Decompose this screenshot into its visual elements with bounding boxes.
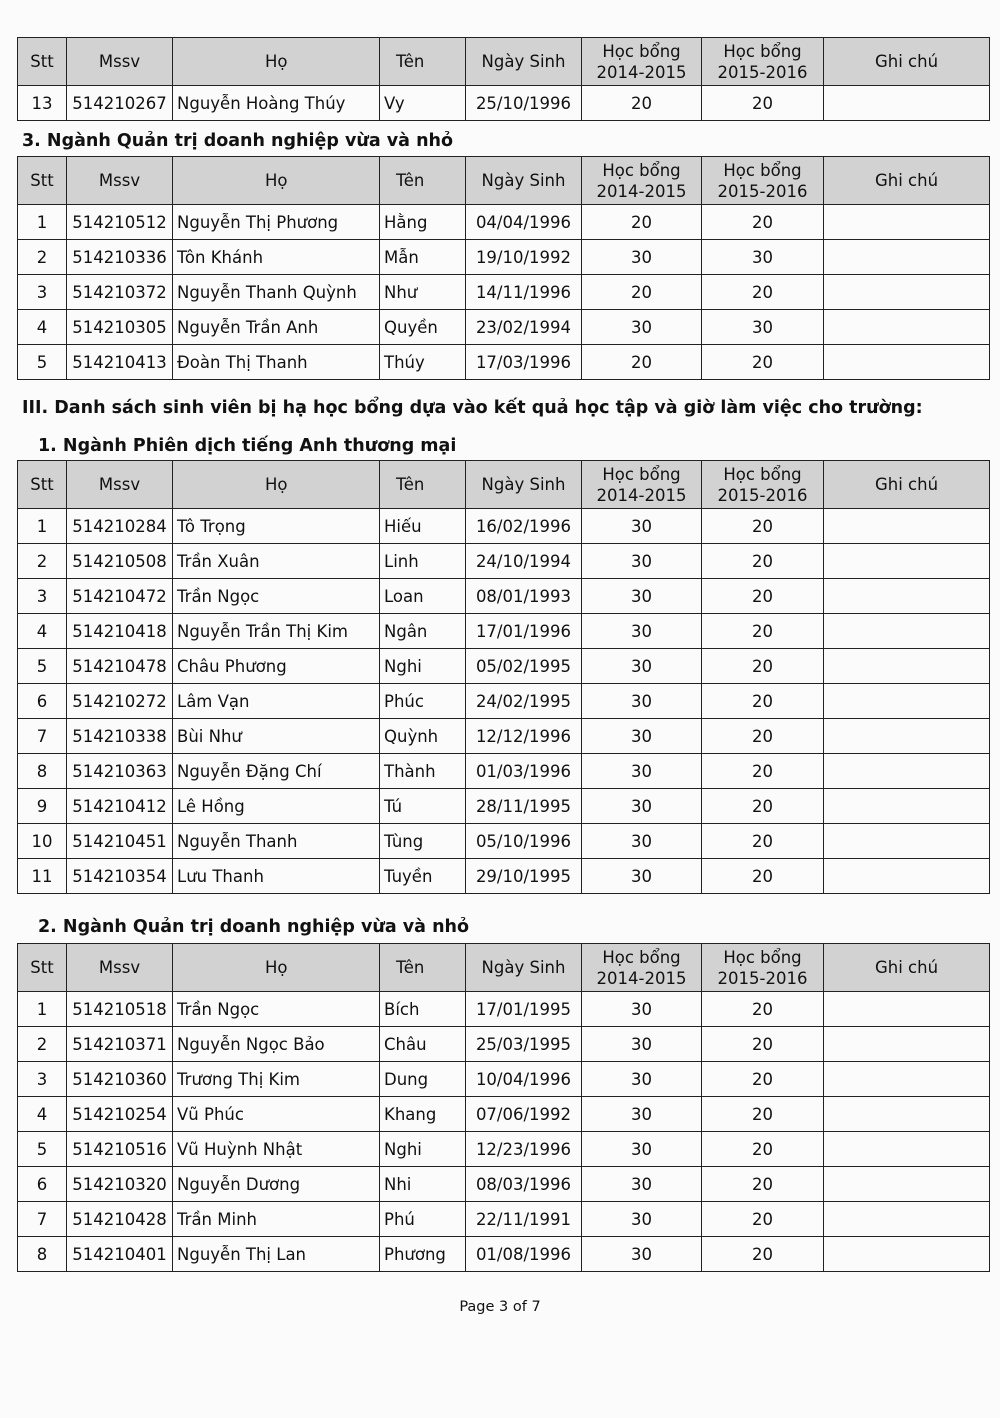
cell-ghi-chu (824, 824, 990, 859)
table-row (18, 649, 990, 684)
header-hoc-bong-2014-2015 (582, 157, 702, 205)
header-ho: Họ (173, 461, 380, 509)
table-header (18, 38, 990, 86)
header-stt: Stt (18, 461, 67, 509)
header-ten: Tên (380, 38, 466, 86)
cell-ho: Lâm Vạn (173, 684, 380, 719)
cell-ghi-chu (824, 275, 990, 310)
cell-ghi-chu (824, 310, 990, 345)
cell-hoc-bong-2015-2016: 30 (702, 310, 824, 345)
cell-ten: Nghi (380, 649, 466, 684)
header-line: Học bổng (602, 160, 681, 180)
cell-stt: 3 (18, 1062, 67, 1097)
cell-hoc-bong-2015-2016: 20 (702, 824, 824, 859)
cell-mssv: 514210512 (67, 205, 173, 240)
section-heading-iii: III. Danh sách sinh viên bị hạ học bổng dựa vào kết quả học tập và giờ làm việc cho trường: (22, 398, 923, 418)
header-ho: Họ (173, 157, 380, 205)
cell-ho: Nguyễn Thị Phương (173, 205, 380, 240)
cell-ghi-chu (824, 1202, 990, 1237)
section-heading-sub-2: 2. Ngành Quản trị doanh nghiệp vừa và nhỏ (38, 917, 470, 937)
cell-stt: 13 (18, 86, 67, 121)
cell-hoc-bong-2014-2015: 30 (582, 1027, 702, 1062)
cell-stt: 7 (18, 1202, 67, 1237)
header-mssv: Mssv (67, 157, 173, 205)
cell-ten: Phương (380, 1237, 466, 1272)
header-line: 2015-2016 (717, 968, 808, 988)
cell-hoc-bong-2014-2015: 30 (582, 719, 702, 754)
cell-hoc-bong-2015-2016: 20 (702, 345, 824, 380)
cell-stt: 3 (18, 579, 67, 614)
cell-stt: 8 (18, 754, 67, 789)
cell-stt: 9 (18, 789, 67, 824)
cell-hoc-bong-2015-2016: 20 (702, 859, 824, 894)
table-row (18, 754, 990, 789)
cell-mssv: 514210338 (67, 719, 173, 754)
cell-mssv: 514210360 (67, 1062, 173, 1097)
cell-stt: 5 (18, 1132, 67, 1167)
cell-hoc-bong-2015-2016: 20 (702, 1202, 824, 1237)
cell-ghi-chu (824, 789, 990, 824)
downgraded-table-sme (17, 943, 990, 1272)
cell-ngay-sinh: 01/03/1996 (466, 754, 582, 789)
cell-ngay-sinh: 05/10/1996 (466, 824, 582, 859)
cell-ghi-chu (824, 1097, 990, 1132)
cell-ngay-sinh: 24/02/1995 (466, 684, 582, 719)
cell-mssv: 514210516 (67, 1132, 173, 1167)
cell-mssv: 514210372 (67, 275, 173, 310)
cell-stt: 3 (18, 275, 67, 310)
cell-ten: Châu (380, 1027, 466, 1062)
header-ten: Tên (380, 944, 466, 992)
cell-ngay-sinh: 19/10/1992 (466, 240, 582, 275)
table-row (18, 1237, 990, 1272)
cell-stt: 10 (18, 824, 67, 859)
cell-hoc-bong-2014-2015: 30 (582, 1132, 702, 1167)
cell-ho: Lê Hồng (173, 789, 380, 824)
table-row (18, 205, 990, 240)
table-row (18, 719, 990, 754)
table-row (18, 859, 990, 894)
cell-ghi-chu (824, 1167, 990, 1202)
cell-ho: Lưu Thanh (173, 859, 380, 894)
cell-mssv: 514210472 (67, 579, 173, 614)
header-ho: Họ (173, 38, 380, 86)
table-row (18, 1027, 990, 1062)
header-line: 2014-2015 (596, 181, 687, 201)
header-mssv: Mssv (67, 38, 173, 86)
header-line: 2014-2015 (596, 62, 687, 82)
cell-ngay-sinh: 12/12/1996 (466, 719, 582, 754)
cell-ho: Nguyễn Dương (173, 1167, 380, 1202)
cell-ten: Khang (380, 1097, 466, 1132)
header-ngay-sinh: Ngày Sinh (466, 157, 582, 205)
cell-hoc-bong-2014-2015: 30 (582, 754, 702, 789)
cell-hoc-bong-2014-2015: 30 (582, 579, 702, 614)
header-hoc-bong-2015-2016 (702, 461, 824, 509)
cell-mssv: 514210305 (67, 310, 173, 345)
table-row (18, 1062, 990, 1097)
cell-ghi-chu (824, 649, 990, 684)
cell-hoc-bong-2015-2016: 20 (702, 719, 824, 754)
cell-stt: 6 (18, 684, 67, 719)
table-row (18, 1097, 990, 1132)
cell-hoc-bong-2014-2015: 30 (582, 1062, 702, 1097)
cell-hoc-bong-2014-2015: 30 (582, 859, 702, 894)
cell-ho: Châu Phương (173, 649, 380, 684)
table-body (18, 205, 990, 380)
cell-ngay-sinh: 12/23/1996 (466, 1132, 582, 1167)
cell-stt: 2 (18, 240, 67, 275)
cell-ten: Thúy (380, 345, 466, 380)
header-ghi-chu: Ghi chú (824, 157, 990, 205)
cell-ten: Hiếu (380, 509, 466, 544)
header-line: Học bổng (602, 464, 681, 484)
cell-ho: Nguyễn Trần Anh (173, 310, 380, 345)
header-line: Học bổng (602, 41, 681, 61)
cell-ho: Nguyễn Thị Lan (173, 1237, 380, 1272)
header-mssv: Mssv (67, 944, 173, 992)
cell-ngay-sinh: 04/04/1996 (466, 205, 582, 240)
cell-ngay-sinh: 23/02/1994 (466, 310, 582, 345)
cell-ghi-chu (824, 719, 990, 754)
cell-hoc-bong-2014-2015: 30 (582, 1097, 702, 1132)
cell-hoc-bong-2015-2016: 20 (702, 789, 824, 824)
cell-ngay-sinh: 08/03/1996 (466, 1167, 582, 1202)
cell-ho: Nguyễn Ngọc Bảo (173, 1027, 380, 1062)
cell-ghi-chu (824, 859, 990, 894)
cell-ten: Vy (380, 86, 466, 121)
table-row (18, 789, 990, 824)
header-ngay-sinh: Ngày Sinh (466, 38, 582, 86)
table-row (18, 992, 990, 1027)
cell-hoc-bong-2014-2015: 30 (582, 1237, 702, 1272)
cell-ho: Nguyễn Hoàng Thúy (173, 86, 380, 121)
table-body (18, 86, 990, 121)
cell-stt: 4 (18, 1097, 67, 1132)
header-stt: Stt (18, 38, 67, 86)
cell-ngay-sinh: 25/03/1995 (466, 1027, 582, 1062)
cell-hoc-bong-2014-2015: 30 (582, 544, 702, 579)
cell-ten: Quyền (380, 310, 466, 345)
cell-hoc-bong-2015-2016: 20 (702, 544, 824, 579)
cell-mssv: 514210254 (67, 1097, 173, 1132)
cell-ten: Nhi (380, 1167, 466, 1202)
cell-ho: Trần Ngọc (173, 992, 380, 1027)
cell-ghi-chu (824, 1237, 990, 1272)
header-line: Học bổng (602, 947, 681, 967)
cell-mssv: 514210272 (67, 684, 173, 719)
cell-ghi-chu (824, 684, 990, 719)
cell-ten: Mẫn (380, 240, 466, 275)
cell-hoc-bong-2014-2015: 30 (582, 824, 702, 859)
cell-mssv: 514210267 (67, 86, 173, 121)
cell-hoc-bong-2014-2015: 20 (582, 345, 702, 380)
table-row (18, 684, 990, 719)
cell-hoc-bong-2015-2016: 30 (702, 240, 824, 275)
page-number: Page 3 of 7 (459, 1299, 541, 1315)
cell-ten: Bích (380, 992, 466, 1027)
table-row (18, 86, 990, 121)
cell-ho: Vũ Phúc (173, 1097, 380, 1132)
header-line: Học bổng (723, 160, 802, 180)
cell-hoc-bong-2015-2016: 20 (702, 614, 824, 649)
cell-ho: Tôn Khánh (173, 240, 380, 275)
cell-stt: 1 (18, 205, 67, 240)
table-row (18, 1202, 990, 1237)
cell-ten: Loan (380, 579, 466, 614)
cell-ngay-sinh: 08/01/1993 (466, 579, 582, 614)
cell-ngay-sinh: 17/01/1995 (466, 992, 582, 1027)
cell-ghi-chu (824, 240, 990, 275)
cell-stt: 1 (18, 509, 67, 544)
header-ten: Tên (380, 157, 466, 205)
cell-hoc-bong-2015-2016: 20 (702, 509, 824, 544)
table-row (18, 509, 990, 544)
cell-ghi-chu (824, 345, 990, 380)
cell-ghi-chu (824, 754, 990, 789)
table-header (18, 157, 990, 205)
cell-mssv: 514210428 (67, 1202, 173, 1237)
cell-ghi-chu (824, 1132, 990, 1167)
header-hoc-bong-2014-2015 (582, 461, 702, 509)
cell-ho: Nguyễn Trần Thị Kim (173, 614, 380, 649)
scholarship-table-continued (17, 37, 990, 121)
cell-ngay-sinh: 10/04/1996 (466, 1062, 582, 1097)
cell-hoc-bong-2014-2015: 30 (582, 509, 702, 544)
cell-stt: 11 (18, 859, 67, 894)
cell-ten: Như (380, 275, 466, 310)
cell-ten: Thành (380, 754, 466, 789)
cell-hoc-bong-2015-2016: 20 (702, 649, 824, 684)
header-hoc-bong-2015-2016 (702, 944, 824, 992)
header-ho: Họ (173, 944, 380, 992)
cell-ten: Tú (380, 789, 466, 824)
header-ngay-sinh: Ngày Sinh (466, 944, 582, 992)
cell-hoc-bong-2015-2016: 20 (702, 1097, 824, 1132)
cell-hoc-bong-2014-2015: 30 (582, 614, 702, 649)
cell-mssv: 514210478 (67, 649, 173, 684)
table-body (18, 509, 990, 894)
cell-hoc-bong-2015-2016: 20 (702, 579, 824, 614)
cell-ngay-sinh: 28/11/1995 (466, 789, 582, 824)
cell-ghi-chu (824, 1027, 990, 1062)
cell-ngay-sinh: 17/01/1996 (466, 614, 582, 649)
header-hoc-bong-2014-2015 (582, 38, 702, 86)
header-ten: Tên (380, 461, 466, 509)
cell-hoc-bong-2015-2016: 20 (702, 992, 824, 1027)
cell-ghi-chu (824, 992, 990, 1027)
table-row (18, 579, 990, 614)
cell-ho: Bùi Như (173, 719, 380, 754)
cell-stt: 6 (18, 1167, 67, 1202)
cell-hoc-bong-2014-2015: 30 (582, 789, 702, 824)
cell-ngay-sinh: 01/08/1996 (466, 1237, 582, 1272)
cell-ngay-sinh: 14/11/1996 (466, 275, 582, 310)
cell-stt: 2 (18, 544, 67, 579)
cell-ho: Trần Ngọc (173, 579, 380, 614)
cell-hoc-bong-2014-2015: 30 (582, 1167, 702, 1202)
cell-ngay-sinh: 29/10/1995 (466, 859, 582, 894)
cell-mssv: 514210518 (67, 992, 173, 1027)
cell-stt: 5 (18, 345, 67, 380)
cell-hoc-bong-2015-2016: 20 (702, 86, 824, 121)
section-heading-sub-1: 1. Ngành Phiên dịch tiếng Anh thương mại (38, 436, 457, 456)
cell-mssv: 514210363 (67, 754, 173, 789)
cell-hoc-bong-2015-2016: 20 (702, 1167, 824, 1202)
cell-hoc-bong-2015-2016: 20 (702, 1237, 824, 1272)
cell-ngay-sinh: 05/02/1995 (466, 649, 582, 684)
cell-mssv: 514210401 (67, 1237, 173, 1272)
header-line: 2014-2015 (596, 485, 687, 505)
cell-ghi-chu (824, 544, 990, 579)
cell-ten: Phúc (380, 684, 466, 719)
header-line: 2015-2016 (717, 485, 808, 505)
cell-ten: Quỳnh (380, 719, 466, 754)
cell-mssv: 514210508 (67, 544, 173, 579)
cell-ho: Nguyễn Thanh (173, 824, 380, 859)
cell-hoc-bong-2015-2016: 20 (702, 275, 824, 310)
table-row (18, 614, 990, 649)
downgraded-table-translation (17, 460, 990, 894)
cell-mssv: 514210284 (67, 509, 173, 544)
cell-ho: Tô Trọng (173, 509, 380, 544)
cell-hoc-bong-2014-2015: 20 (582, 86, 702, 121)
cell-stt: 1 (18, 992, 67, 1027)
cell-hoc-bong-2014-2015: 30 (582, 1202, 702, 1237)
cell-hoc-bong-2014-2015: 30 (582, 310, 702, 345)
cell-ho: Trần Minh (173, 1202, 380, 1237)
table-header (18, 461, 990, 509)
cell-ngay-sinh: 17/03/1996 (466, 345, 582, 380)
table-row (18, 1167, 990, 1202)
cell-ho: Nguyễn Đặng Chí (173, 754, 380, 789)
cell-ghi-chu (824, 509, 990, 544)
cell-ghi-chu (824, 1062, 990, 1097)
cell-hoc-bong-2014-2015: 30 (582, 684, 702, 719)
header-hoc-bong-2014-2015 (582, 944, 702, 992)
header-ngay-sinh: Ngày Sinh (466, 461, 582, 509)
cell-ten: Dung (380, 1062, 466, 1097)
cell-ghi-chu (824, 205, 990, 240)
cell-ho: Trần Xuân (173, 544, 380, 579)
cell-hoc-bong-2015-2016: 20 (702, 1027, 824, 1062)
cell-ten: Ngân (380, 614, 466, 649)
table-row (18, 240, 990, 275)
cell-hoc-bong-2014-2015: 30 (582, 649, 702, 684)
header-line: 2015-2016 (717, 181, 808, 201)
cell-hoc-bong-2015-2016: 20 (702, 754, 824, 789)
cell-hoc-bong-2014-2015: 30 (582, 240, 702, 275)
scholarship-table-major-3 (17, 156, 990, 380)
cell-mssv: 514210418 (67, 614, 173, 649)
table-row (18, 824, 990, 859)
table-row (18, 345, 990, 380)
header-line: Học bổng (723, 41, 802, 61)
cell-ghi-chu (824, 614, 990, 649)
cell-ten: Phú (380, 1202, 466, 1237)
header-stt: Stt (18, 944, 67, 992)
header-line: Học bổng (723, 947, 802, 967)
table-row (18, 1132, 990, 1167)
cell-mssv: 514210371 (67, 1027, 173, 1062)
cell-stt: 8 (18, 1237, 67, 1272)
table-row (18, 544, 990, 579)
header-line: 2014-2015 (596, 968, 687, 988)
cell-mssv: 514210451 (67, 824, 173, 859)
cell-mssv: 514210354 (67, 859, 173, 894)
cell-ghi-chu (824, 86, 990, 121)
cell-ngay-sinh: 25/10/1996 (466, 86, 582, 121)
cell-ten: Hằng (380, 205, 466, 240)
header-line: Học bổng (723, 464, 802, 484)
cell-ngay-sinh: 24/10/1994 (466, 544, 582, 579)
header-ghi-chu: Ghi chú (824, 38, 990, 86)
header-line: 2015-2016 (717, 62, 808, 82)
table-header (18, 944, 990, 992)
cell-ghi-chu (824, 579, 990, 614)
cell-hoc-bong-2015-2016: 20 (702, 684, 824, 719)
cell-hoc-bong-2014-2015: 30 (582, 992, 702, 1027)
cell-stt: 4 (18, 310, 67, 345)
cell-ten: Tùng (380, 824, 466, 859)
cell-ten: Nghi (380, 1132, 466, 1167)
cell-hoc-bong-2015-2016: 20 (702, 1132, 824, 1167)
cell-ho: Nguyễn Thanh Quỳnh (173, 275, 380, 310)
cell-ngay-sinh: 22/11/1991 (466, 1202, 582, 1237)
header-stt: Stt (18, 157, 67, 205)
cell-ho: Trương Thị Kim (173, 1062, 380, 1097)
cell-mssv: 514210336 (67, 240, 173, 275)
cell-ngay-sinh: 16/02/1996 (466, 509, 582, 544)
cell-ten: Linh (380, 544, 466, 579)
header-ghi-chu: Ghi chú (824, 461, 990, 509)
header-mssv: Mssv (67, 461, 173, 509)
header-hoc-bong-2015-2016 (702, 38, 824, 86)
cell-mssv: 514210412 (67, 789, 173, 824)
table-body (18, 992, 990, 1272)
header-hoc-bong-2015-2016 (702, 157, 824, 205)
cell-mssv: 514210413 (67, 345, 173, 380)
cell-stt: 7 (18, 719, 67, 754)
cell-ngay-sinh: 07/06/1992 (466, 1097, 582, 1132)
cell-stt: 4 (18, 614, 67, 649)
table-row (18, 310, 990, 345)
cell-stt: 5 (18, 649, 67, 684)
cell-stt: 2 (18, 1027, 67, 1062)
section-heading-major-3: 3. Ngành Quản trị doanh nghiệp vừa và nhỏ (22, 131, 454, 151)
cell-hoc-bong-2015-2016: 20 (702, 205, 824, 240)
cell-hoc-bong-2014-2015: 20 (582, 205, 702, 240)
cell-ho: Đoàn Thị Thanh (173, 345, 380, 380)
table-row (18, 275, 990, 310)
cell-hoc-bong-2014-2015: 20 (582, 275, 702, 310)
header-ghi-chu: Ghi chú (824, 944, 990, 992)
cell-hoc-bong-2015-2016: 20 (702, 1062, 824, 1097)
cell-ten: Tuyền (380, 859, 466, 894)
cell-mssv: 514210320 (67, 1167, 173, 1202)
cell-ho: Vũ Huỳnh Nhật (173, 1132, 380, 1167)
